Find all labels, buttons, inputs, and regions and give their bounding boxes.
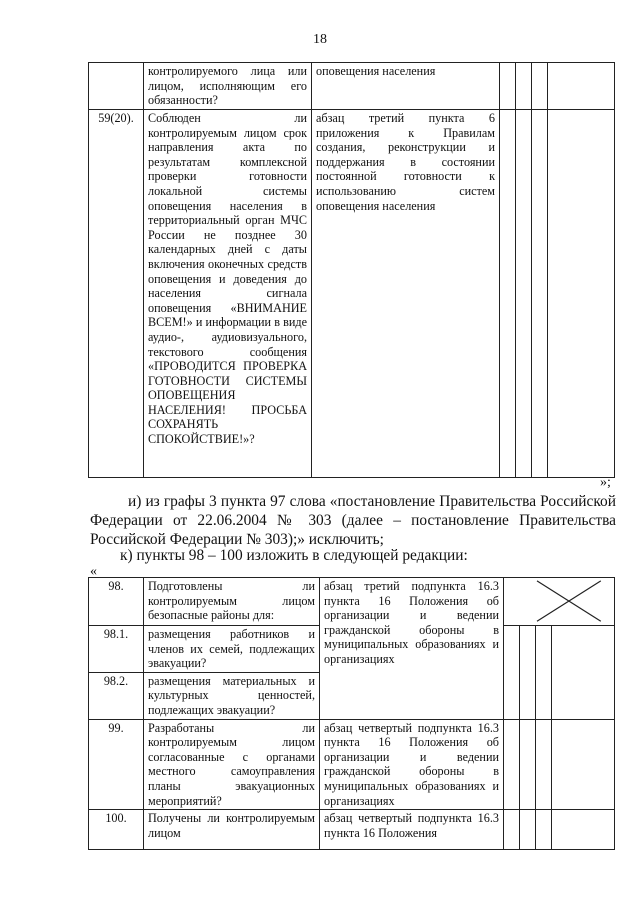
note-cell (548, 110, 615, 478)
opening-quote: « (90, 564, 97, 579)
table-row (89, 578, 615, 626)
answer-no-cell (520, 810, 536, 850)
table-row (89, 110, 615, 478)
row-number (89, 63, 144, 110)
note-cell (548, 63, 615, 110)
amendment-paragraph-i: и) из графы 3 пункта 97 слова «постановление Правительства Российской Федерации от 22.06.2004 № 303 (далее – постановление Правительства Российской Федерации № 303);» исключить; (90, 493, 616, 548)
legal-reference: оповещения населения (312, 63, 500, 110)
requirement-text: Подготовлены ли контролируемым лицом безопасные районы для: (144, 578, 320, 626)
answer-yes-cell (500, 110, 516, 478)
table-row (89, 719, 615, 810)
answer-na-cell (536, 810, 552, 850)
checklist-table-top (88, 62, 615, 478)
answer-yes-cell (500, 63, 516, 110)
legal-reference: абзац четвертый подпункта 16.3 пункта 16 Положения (320, 810, 504, 850)
requirement-text: контролируемого лица или лицом, исполняющим его обязанности? (144, 63, 312, 110)
answer-no-cell (520, 626, 536, 720)
answer-no-cell (516, 63, 532, 110)
amendment-paragraph-k: к) пункты 98 – 100 изложить в следующей редакции: (120, 547, 468, 564)
note-cell (552, 810, 615, 850)
legal-reference: абзац третий пункта 6 приложения к Правилам создания, реконструкции и поддержания в состоянии постоянной готовности к использованию систем оповещения населения (312, 110, 500, 478)
row-number: 59(20). (89, 110, 144, 478)
requirement-text: размещения материальных и культурных ценностей, подлежащих эвакуации? (144, 672, 320, 719)
requirement-text: размещения работников и членов их семей, подлежащих эвакуации? (144, 626, 320, 673)
legal-reference: абзац третий подпункта 16.3 пункта 16 Положения об организации и ведении гражданской обороны в муниципальных образованиях и организациях (320, 578, 504, 720)
answer-na-cell (532, 110, 548, 478)
requirement-text: Разработаны ли контролируемым лицом согласованные с органами местного самоуправления планы эвакуационных мероприятий? (144, 719, 320, 810)
requirement-text: Соблюден ли контролируемым лицом срок направления акта по результатам комплексной проверки готовности локальной системы оповещения населения в территориальный орган МЧС России не позднее 30 календарных дней с даты включения оконечных средств оповещения и доведения до населения сигнала оповещения «ВНИМАНИЕ ВСЕМ!» и информации в виде аудио-, аудиовизуального, текстового сообщения «ПРОВОДИТСЯ ПРОВЕРКА ГОТОВНОСТИ СИСТЕМЫ ОПОВЕЩЕНИЯ НАСЕЛЕНИЯ! ПРОСЬБА СОХРАНЯТЬ СПОКОЙСТВИЕ!»? (144, 110, 312, 478)
note-cell (552, 626, 615, 720)
answer-yes-cell (504, 719, 520, 810)
row-number: 98.2. (89, 672, 144, 719)
row-number: 98. (89, 578, 144, 626)
note-cell (552, 719, 615, 810)
row-number: 99. (89, 719, 144, 810)
crossed-out-cell (504, 578, 615, 626)
answer-no-cell (516, 110, 532, 478)
answer-na-cell (532, 63, 548, 110)
checklist-table-bottom (88, 577, 615, 850)
answer-na-cell (536, 626, 552, 720)
table-row (89, 63, 615, 110)
requirement-text: Получены ли контролируемым лицом (144, 810, 320, 850)
answer-yes-cell (504, 810, 520, 850)
answer-na-cell (536, 719, 552, 810)
page-number: 18 (313, 32, 327, 47)
row-number: 98.1. (89, 626, 144, 673)
closing-quote: »; (600, 475, 611, 490)
table-row (89, 810, 615, 850)
answer-yes-cell (504, 626, 520, 720)
row-number: 100. (89, 810, 144, 850)
answer-no-cell (520, 719, 536, 810)
cross-out-mark (504, 578, 614, 625)
legal-reference: абзац четвертый подпункта 16.3 пункта 16 Положения об организации и ведении гражданской обороны в муниципальных образованиях и организациях (320, 719, 504, 810)
